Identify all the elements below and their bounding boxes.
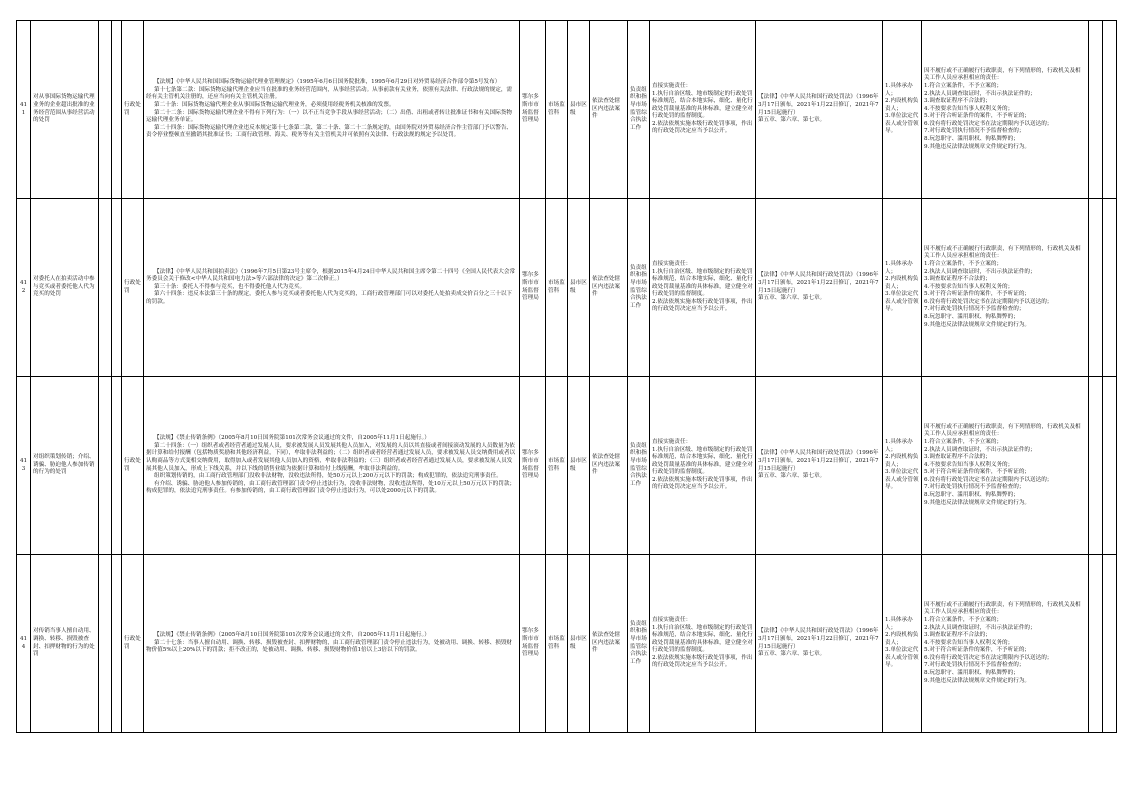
blame-line: 4.不按要求告知当事人权利义务的； bbox=[924, 639, 1014, 646]
empty-cell bbox=[1089, 199, 1103, 377]
legal-basis-line: 第五章、第六章、第七章。 bbox=[758, 651, 826, 658]
power-type: 行政处罚 bbox=[122, 21, 144, 199]
duty-holders bbox=[883, 377, 922, 555]
table-body bbox=[17, 21, 1117, 733]
blame-line: 5.对于符合听证条件的案件，不予听证的； bbox=[924, 291, 1031, 298]
power-type: 行政处罚 bbox=[122, 377, 144, 555]
law-line: 组织策划传销的，由工商行政管理部门没收非法财物，没收违法所得，处50万元以上200万元以下的罚款；构成犯罪的，依法追究刑事责任。 bbox=[154, 473, 502, 480]
dutyholder-line: 1.具体承办人； bbox=[885, 438, 913, 453]
blame-line: 2.执法人员调查取证时，不出示执法证件的； bbox=[924, 90, 1036, 97]
blame-line: 1.符合立案条件，不予立案的； bbox=[924, 438, 1003, 445]
law-line: 【法律】《中华人民共和国拍卖法》（1996年7月5日第23号主席令，根据2015年4月24日中华人民共和国主席令第二十四号《全国人民代表大会常务委员会关于修改<中华人民共和国电力法>等六部法律的决定》第二次修正。） bbox=[146, 268, 516, 283]
blame-line: 9.其他违反法律法规规章文件规定的行为。 bbox=[924, 677, 1031, 684]
law-line: 第三十条：委托人不得参与竞买，也不得委托他人代为竞买。 bbox=[154, 283, 306, 290]
table-row bbox=[17, 21, 1117, 199]
responsibility-summary: 负责组织和指导市场监管综合执法工作 bbox=[628, 21, 650, 199]
enforcement-scope: 依法查处辖区内违法案件 bbox=[590, 377, 628, 555]
blame-line: 因不履行或不正确履行行政职责，有下列情形的，行政机关及相关工作人员应承担相应的责任： bbox=[924, 423, 1081, 438]
accountability-cases bbox=[922, 555, 1089, 733]
table-row bbox=[17, 555, 1117, 733]
blame-line: 5.对于符合听证条件的案件，不予听证的； bbox=[924, 469, 1031, 476]
table-row bbox=[17, 199, 1117, 377]
responsibility-summary: 负责组织和指导市场监管综合执法工作 bbox=[628, 199, 650, 377]
law-line: 第六十四条：违反本法第三十条的规定，委托人参与竞买或者委托他人代为竞买的，工商行政管理部门可以对委托人处拍卖成交价百分之三十以下的罚款。 bbox=[146, 291, 513, 305]
responsibility-summary: 负责组织和指导市场监管综合执法工作 bbox=[628, 555, 650, 733]
power-type: 行政处罚 bbox=[122, 199, 144, 377]
dutyholder-line: 3.单位法定代表人或分管领导。 bbox=[885, 647, 919, 669]
duty-holders bbox=[883, 555, 922, 733]
row-number: 413 bbox=[17, 377, 31, 555]
legal-basis-text bbox=[144, 199, 520, 377]
law-line: 【法规】《中华人民共和国国际货物运输代理业管理规定》（1995年6月6日国务院批准，1995年6月29日对外贸易经济合作部令第5号发布） bbox=[154, 79, 501, 86]
blame-line: 3.调查取证程序不合法的； bbox=[924, 632, 991, 639]
blame-line: 8.玩忽职守、滥用职权、徇私舞弊的； bbox=[924, 314, 1019, 321]
duty-holders bbox=[883, 199, 922, 377]
resp-b-line: 1.执行自治区级、地市级制定的行政处罚标准规范，结合本地实际，细化、量化行政处罚裁量基准的具体标准，建立健全对行政处罚的监督制度。 bbox=[652, 90, 753, 120]
resp-b-line: 2.依法依规实施本级行政处罚事项，作出的行政处罚决定应当予以公开。 bbox=[652, 298, 753, 313]
empty-cell bbox=[99, 377, 112, 555]
legal-basis-line: 第五章、第六章、第七章。 bbox=[758, 473, 826, 480]
blame-line: 4.不按要求告知当事人权利义务的； bbox=[924, 283, 1014, 290]
responsibility-legal-basis bbox=[756, 555, 883, 733]
enforcement-scope: 依法查处辖区内违法案件 bbox=[590, 21, 628, 199]
row-number: 414 bbox=[17, 555, 31, 733]
item-name: 对委托人在拍卖活动中参与竞买或者委托他人代为竞买的处罚 bbox=[31, 199, 99, 377]
empty-cell bbox=[1103, 199, 1117, 377]
item-name: 对组织策划传销；介绍、诱骗、胁迫他人参加传销的行为的处罚 bbox=[31, 377, 99, 555]
responsibility-summary: 负责组织和指导市场监管综合执法工作 bbox=[628, 377, 650, 555]
resp-b-line: 直接实施责任： bbox=[652, 82, 692, 89]
dutyholder-line: 2.内设机构负责人； bbox=[885, 276, 919, 290]
blame-line: 1.符合立案条件，不予立案的； bbox=[924, 616, 1003, 623]
responsibility-detail bbox=[650, 199, 756, 377]
row-number: 412 bbox=[17, 199, 31, 377]
blame-line: 7.对行政处罚执行情况不予监督检查的； bbox=[924, 306, 1025, 313]
blame-line: 5.对于符合听证条件的案件，不予听证的； bbox=[924, 647, 1031, 654]
empty-cell bbox=[99, 21, 112, 199]
empty-cell bbox=[1103, 555, 1117, 733]
responsible-office: 市场监管科 bbox=[546, 199, 568, 377]
responsible-office: 市场监管科 bbox=[546, 377, 568, 555]
enforcement-level: 县市区级 bbox=[568, 555, 590, 733]
resp-b-line: 直接实施责任： bbox=[652, 616, 692, 623]
resp-b-line: 1.执行自治区级、地市级制定的行政处罚标准规范，结合本地实际，细化、量化行政处罚裁量基准的具体标准，建立健全对行政处罚的监督制度。 bbox=[652, 624, 753, 654]
blame-line: 4.不按要求告知当事人权利义务的； bbox=[924, 461, 1014, 468]
blame-line: 因不履行或不正确履行行政职责，有下列情形的，行政机关及相关工作人员应承担相应的责任： bbox=[924, 67, 1081, 82]
resp-b-line: 1.执行自治区级、地市级制定的行政处罚标准规范，结合本地实际，细化、量化行政处罚裁量基准的具体标准，建立健全对行政处罚的监督制度。 bbox=[652, 446, 753, 476]
empty-cell bbox=[99, 555, 112, 733]
law-line: 第十七条第二款：国际货物运输代理企业应当在批准的业务经营范围内，从事经营活动。从事前款有关业务，依照有关法律、行政法规的规定，需经有关主管机关注册的，还应当向有关主管机关注册。 bbox=[146, 86, 513, 101]
law-line: 第二十四条：（一）组织者或者经营者通过发展人员，要求被发展人员发展其他人员加入，对发展的人员以其直接或者间接滚动发展的人员数量为依据计算和给付报酬（包括物质奖励和其他经济利益，下同），牟取非法利益的；（二）组织者或者经营者通过发展人员，要求被发展人员交纳费用或者以认购商品等方式变相交纳费用，取得加入或者发展其他人员加入的资格，牟取非法利益的；（三）组织者或者经营者通过发展人员，要求被发展人员发展其他人员加入，形成上下线关系，并以下线的销售业绩为依据计算和给付上线报酬，牟取非法利益的。 bbox=[146, 442, 516, 472]
resp-b-line: 直接实施责任： bbox=[652, 260, 692, 267]
item-name: 对传销当事人擅自动用、调换、转移、损毁被查封、扣押财物的行为的处罚 bbox=[31, 555, 99, 733]
table-row bbox=[17, 377, 1117, 555]
legal-basis-line: 第五章、第六章、第七章。 bbox=[758, 295, 826, 302]
legal-basis-line: 【法律】《中华人民共和国行政处罚法》（1996年3月17日颁布，2021年1月22日修订，2021年7月15日起施行） bbox=[758, 628, 879, 650]
enforcement-scope: 依法查处辖区内违法案件 bbox=[590, 555, 628, 733]
dutyholder-line: 3.单位法定代表人或分管领导。 bbox=[885, 291, 919, 313]
legal-basis-line: 【法律】《中华人民共和国行政处罚法》（1996年3月17日颁布，2021年1月22日修订，2021年7月15日起施行） bbox=[758, 272, 879, 294]
law-line: 有介绍、诱骗、胁迫他人参加传销的，由工商行政管理部门责令停止违法行为，没收非法财物，没收违法所得，处10万元以上50万元以下的罚款；构成犯罪的，依法追究刑事责任。有参加传销的，由工商行政管理部门责令停止违法行为，可以处2000元以下的罚款。 bbox=[146, 480, 516, 495]
enforcement-level: 县市区级 bbox=[568, 199, 590, 377]
responsibility-table bbox=[16, 20, 1117, 733]
empty-cell bbox=[99, 199, 112, 377]
item-name: 对从事国际货物运输代理业务的企业超出批准的业务经营范围从事经营活动的处罚 bbox=[31, 21, 99, 199]
law-line: 第二十条：国际货物运输代理企业从事国际货物运输代理业务，必须使用经税务机关核准的发票。 bbox=[154, 101, 395, 108]
responsibility-legal-basis bbox=[756, 199, 883, 377]
blame-line: 6.没有将行政处罚决定书在法定期限内予以送达的； bbox=[924, 298, 1053, 305]
legal-basis-line: 【法律】《中华人民共和国行政处罚法》（1996年3月17日颁布，2021年1月22日修订，2021年7月15日起施行） bbox=[758, 450, 879, 472]
law-line: 第二十二条：国际货物运输代理企业不得有下列行为：（一）以不正当竞争手段从事经营活动；（二）出借、出租或者转让批准证书和有关国际货物运输代理业务单证。 bbox=[146, 109, 512, 124]
accountability-cases bbox=[922, 199, 1089, 377]
blame-line: 7.对行政处罚执行情况不予监督检查的； bbox=[924, 128, 1025, 135]
legal-basis-line: 【法律】《中华人民共和国行政处罚法》（1996年3月17日颁布，2021年1月22日修订，2021年7月15日起施行） bbox=[758, 94, 879, 116]
blame-line: 1.符合立案条件，不予立案的； bbox=[924, 82, 1003, 89]
blame-line: 2.执法人员调查取证时，不出示执法证件的； bbox=[924, 268, 1036, 275]
law-line: 第二十四条：国际货物运输代理企业违反本规定第十七条第二款、第二十条、第二十二条规定的，由国务院对外贸易经济合作主管部门予以警告、责令停业整顿直至撤销其批准证书；工商行政管理、海关、税务等有关主管机关并可依照有关法律、行政法规的规定予以处罚。 bbox=[146, 124, 513, 139]
responsibility-detail bbox=[650, 21, 756, 199]
empty-cell bbox=[1089, 21, 1103, 199]
blame-line: 7.对行政处罚执行情况不予监督检查的； bbox=[924, 662, 1025, 669]
dutyholder-line: 2.内设机构负责人； bbox=[885, 454, 919, 468]
responsible-office: 市场监管科 bbox=[546, 555, 568, 733]
implementing-department: 鄂尔多斯市市场监督管理局 bbox=[520, 21, 546, 199]
empty-cell bbox=[112, 377, 122, 555]
blame-line: 因不履行或不正确履行行政职责，有下列情形的，行政机关及相关工作人员应承担相应的责任： bbox=[924, 601, 1081, 616]
dutyholder-line: 2.内设机构负责人； bbox=[885, 632, 919, 646]
empty-cell bbox=[1103, 377, 1117, 555]
accountability-cases bbox=[922, 21, 1089, 199]
resp-b-line: 1.执行自治区级、地市级制定的行政处罚标准规范，结合本地实际，细化、量化行政处罚裁量基准的具体标准，建立健全对行政处罚的监督制度。 bbox=[652, 268, 753, 298]
blame-line: 7.对行政处罚执行情况不予监督检查的； bbox=[924, 484, 1025, 491]
blame-line: 4.不按要求告知当事人权利义务的； bbox=[924, 105, 1014, 112]
power-type: 行政处罚 bbox=[122, 555, 144, 733]
implementing-department: 鄂尔多斯市市场监督管理局 bbox=[520, 199, 546, 377]
blame-line: 6.没有将行政处罚决定书在法定期限内予以送达的； bbox=[924, 654, 1053, 661]
resp-b-line: 2.依法依规实施本级行政处罚事项，作出的行政处罚决定应当予以公开。 bbox=[652, 476, 753, 491]
empty-cell bbox=[1103, 21, 1117, 199]
dutyholder-line: 3.单位法定代表人或分管领导。 bbox=[885, 469, 919, 491]
dutyholder-line: 2.内设机构负责人； bbox=[885, 98, 919, 112]
dutyholder-line: 1.具体承办人； bbox=[885, 616, 913, 631]
legal-basis-text bbox=[144, 21, 520, 199]
blame-line: 5.对于符合听证条件的案件，不予听证的； bbox=[924, 113, 1031, 120]
empty-cell bbox=[1089, 377, 1103, 555]
dutyholder-line: 1.具体承办人； bbox=[885, 260, 913, 275]
enforcement-level: 县市区级 bbox=[568, 377, 590, 555]
duty-holders bbox=[883, 21, 922, 199]
blame-line: 9.其他违反法律法规规章文件规定的行为。 bbox=[924, 143, 1031, 150]
enforcement-scope: 依法查处辖区内违法案件 bbox=[590, 199, 628, 377]
blame-line: 8.玩忽职守、滥用职权、徇私舞弊的； bbox=[924, 492, 1019, 499]
resp-b-line: 2.依法依规实施本级行政处罚事项，作出的行政处罚决定应当予以公开。 bbox=[652, 654, 753, 669]
blame-line: 6.没有将行政处罚决定书在法定期限内予以送达的； bbox=[924, 476, 1053, 483]
blame-line: 9.其他违反法律法规规章文件规定的行为。 bbox=[924, 321, 1031, 328]
responsibility-legal-basis bbox=[756, 377, 883, 555]
blame-line: 1.符合立案条件，不予立案的； bbox=[924, 260, 1003, 267]
blame-line: 6.没有将行政处罚决定书在法定期限内予以送达的； bbox=[924, 120, 1053, 127]
responsibility-detail bbox=[650, 555, 756, 733]
law-line: 【法规】《禁止传销条例》（2005年8月10日国务院第101次常务会议通过的文件，自2005年11月1日起施行。） bbox=[154, 632, 430, 639]
resp-b-line: 直接实施责任： bbox=[652, 438, 692, 445]
blame-line: 9.其他违反法律法规规章文件规定的行为。 bbox=[924, 499, 1031, 506]
law-line: 第二十七条：当事人擅自动用、调换、转移、损毁被查封、扣押财物的，由工商行政管理部门责令停止违法行为，处被动用、调换、转移、损毁财物价值5%以上20%以下的罚款；拒不改正的，处被动用、调换、转移、损毁财物价值1倍以上3倍以下的罚款。 bbox=[146, 639, 513, 654]
dutyholder-line: 3.单位法定代表人或分管领导。 bbox=[885, 113, 919, 135]
legal-basis-text bbox=[144, 377, 520, 555]
implementing-department: 鄂尔多斯市市场监督管理局 bbox=[520, 377, 546, 555]
blame-line: 3.调查取证程序不合法的； bbox=[924, 454, 991, 461]
responsible-office: 市场监管科 bbox=[546, 21, 568, 199]
responsibility-legal-basis bbox=[756, 21, 883, 199]
blame-line: 8.玩忽职守、滥用职权、徇私舞弊的； bbox=[924, 136, 1019, 143]
blame-line: 2.执法人员调查取证时，不出示执法证件的； bbox=[924, 446, 1036, 453]
blame-line: 3.调查取证程序不合法的； bbox=[924, 276, 991, 283]
accountability-cases bbox=[922, 377, 1089, 555]
implementing-department: 鄂尔多斯市市场监督管理局 bbox=[520, 555, 546, 733]
resp-b-line: 2.依法依规实施本级行政处罚事项，作出的行政处罚决定应当予以公开。 bbox=[652, 120, 753, 135]
row-number: 411 bbox=[17, 21, 31, 199]
enforcement-level: 县市区级 bbox=[568, 21, 590, 199]
blame-line: 因不履行或不正确履行行政职责，有下列情形的，行政机关及相关工作人员应承担相应的责任： bbox=[924, 245, 1081, 260]
blame-line: 8.玩忽职守、滥用职权、徇私舞弊的； bbox=[924, 670, 1019, 677]
blame-line: 3.调查取证程序不合法的； bbox=[924, 98, 991, 105]
law-line: 【法规】《禁止传销条例》（2005年8月10日国务院第101次常务会议通过的文件，自2005年11月1日起施行。） bbox=[154, 435, 430, 442]
blame-line: 2.执法人员调查取证时，不出示执法证件的； bbox=[924, 624, 1036, 631]
responsibility-detail bbox=[650, 377, 756, 555]
empty-cell bbox=[112, 21, 122, 199]
empty-cell bbox=[112, 555, 122, 733]
dutyholder-line: 1.具体承办人； bbox=[885, 82, 913, 97]
legal-basis-text bbox=[144, 555, 520, 733]
empty-cell bbox=[112, 199, 122, 377]
legal-basis-line: 第五章、第六章、第七章。 bbox=[758, 117, 826, 124]
empty-cell bbox=[1089, 555, 1103, 733]
